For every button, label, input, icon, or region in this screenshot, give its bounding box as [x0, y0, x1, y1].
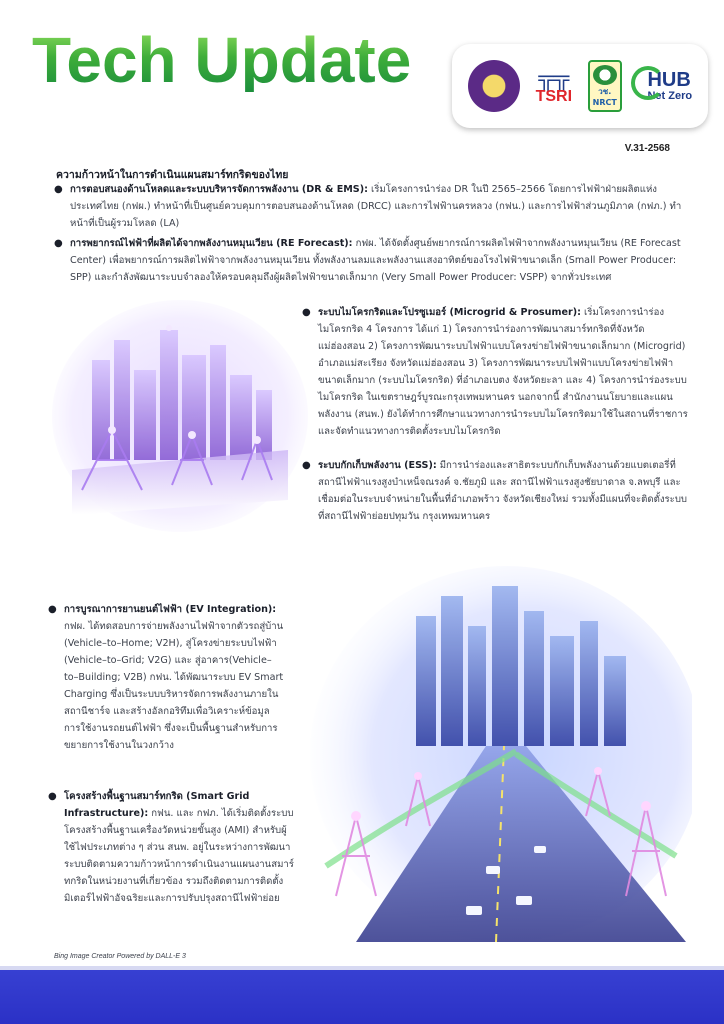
version-label: V.31-2568 — [624, 143, 670, 154]
bullet-ess: ● ระบบกักเก็บพลังงาน (ESS): มีการนำร่องและสาธิตระบบกักเก็บพลังงานด้วยแบตเตอรี่ที่สถานีไฟฟ้าแรงสูงบำเหน็จณรงค์ จ.ชัยภูมิ และ สถานีไฟฟ้าแรงสูงชัยบาดาล จ.ลพบุรี และเชื่อมต่อในระบบจำหน่ายในพื้นที่อำเภอพร้าว จังหวัดเชียงใหม่ รวมทั้งมีแผนที่จะติดตั้งระบบที่สถานีไฟฟ้าย่อยปทุมวัน กรุงเทพมหานคร — [318, 457, 690, 525]
bullet-smart-grid-infrastructure: ● โครงสร้างพื้นฐานสมาร์ทกริด (Smart Grid Infrastructure): กฟน. และ กฟภ. ได้เริ่มติดตั้งระบบโครงสร้างพื้นฐานเครื่องวัดหน่วยขั้นสูง (AMI) สำหรับผู้ใช้ไฟประเภทต่าง ๆ ส่วน สนพ. อยู่ในระหว่างการพัฒนาระบบติดตามความก้าวหน้าการดำเนินงานแผนงานสมาร์ทกริดในหน่วยงานที่เกี่ยวข้อง รวมถึงติดตามการติดตั้งมิเตอร์ไฟฟ้าอัจฉริยะและการปรับปรุงสถานีไฟฟ้าย่อย — [64, 788, 296, 907]
tsri-emblem-icon: ╦╦ — [538, 65, 570, 90]
bullet-icon: ● — [302, 460, 311, 471]
partner-logos — [452, 44, 708, 128]
bullet-icon: ● — [54, 184, 63, 195]
bullet-ev-integration: ● การบูรณาการยานยนต์ไฟฟ้า (EV Integration): กฟผ. ได้ทดสอบการจ่ายพลังงานไฟฟ้าจากตัวรถสู่บ้าน (Vehicle–to–Home; V2H), สู่โครงข่ายระบบไฟฟ้า (Vehicle–to–Grid; V2G) และ สู่อาคาร(Vehicle–to–Building; V2B) กฟน. ได้พัฒนาระบบ EV Smart Charging ซึ่งเป็นระบบบริหารจัดการพลังงานภายในสถานีชาร์จ และสร้างอัลกอริทึมเพื่อวิเคราะห์ข้อมูลการใช้งานรถยนต์ไฟฟ้า ซึ่งจะเป็นพื้นฐานสำหรับการขยายการใช้งานในวงกว้าง — [64, 601, 284, 754]
tsri-logo: ╦╦ TSRI — [535, 65, 573, 105]
bullet-re-forecast: ● การพยากรณ์ไฟฟ้าที่ผลิตได้จากพลังงานหมุนเวียน (RE Forecast): กฟผ. ได้จัดตั้งศูนย์พยากรณ์การผลิตไฟฟ้าจากพลังงานหมุนเวียน (RE Forecast Center) เพื่อพยากรณ์การผลิตไฟฟ้าจากพลังงานหมุนเวียน ทั้งพลังงานลมและพลังงานแสงอาทิตย์ของโรงไฟฟ้าขนาดเล็ก (Small Power Producer: SPP) และกำลังพัฒนาระบบจำลองให้ครอบคลุมถึงผู้ผลิตไฟฟ้าขนาดเล็กมาก (Very Small Power Producer: VSPP) จากทั่วประเทศ — [70, 235, 682, 286]
ev-highway-illustration — [296, 566, 692, 942]
hub-net-zero-logo: HUB Net Zero — [637, 70, 692, 102]
bullet-dr-ems: ● การตอบสนองด้านโหลดและระบบบริหารจัดการพลังงาน (DR & EMS): เริ่มโครงการนำร่อง DR ในปี 2565–2566 โดยการไฟฟ้าฝ่ายผลิตแห่งประเทศไทย (กฟผ.) ทำหน้าที่เป็นศูนย์ควบคุมการตอบสนองด้านโหลด (DRCC) และการไฟฟ้านครหลวง (กฟน.) และการไฟฟ้าส่วนภูมิภาค (กฟภ.) ทำหน้าที่เป็นผู้รวมโหลด (LA) — [70, 181, 682, 232]
seal-logo — [468, 60, 520, 112]
bullet-microgrid: ● ระบบไมโครกริดและโปรซูเมอร์ (Microgrid & Prosumer): เริ่มโครงการนำร่องไมโครกริด 4 โครงการ ได้แก่ 1) โครงการนำร่องการพัฒนาสมาร์ทกริดที่จังหวัดแม่ฮ่องสอน 2) โครงการพัฒนาระบบไฟฟ้าแบบโครงข่ายไฟฟ้าขนาดเล็กมาก (Microgrid) อำเภอแม่สะเรียง จังหวัดแม่ฮ่องสอน 3) โครงการพัฒนาระบบไฟฟ้าแบบโครงข่ายไฟฟ้าขนาดเล็กมาก (ระบบไมโครกริด) ที่อำเภอเบตง จังหวัดยะลา และ 4) โครงการนำร่องระบบไมโครกริด ในเขตราษฎร์บูรณะกรุงเทพมหานคร นอกจากนี้ สำนักงานนโยบายและแผนพลังงาน (สนพ.) ยังได้ทำการศึกษาแนวทางการนำระบบไมโครกริดมาใช้ในสถานที่ราชการและจัดทำแนวทางการติดตั้งระบบไมโครกริด — [318, 304, 690, 440]
nrct-logo: วช. NRCT — [588, 60, 622, 112]
bullet-icon: ● — [54, 238, 63, 249]
image-credit-caption: Bing Image Creator Powered by DALL-E 3 — [54, 953, 186, 960]
nrct-emblem-icon — [593, 65, 617, 85]
bullet-icon: ● — [48, 791, 57, 802]
section-heading: ความก้าวหน้าในการดำเนินแผนสมาร์ทกริดของไทย — [56, 169, 289, 181]
smart-city-illustration — [52, 300, 308, 532]
bullet-icon: ● — [302, 307, 311, 318]
bullet-icon: ● — [48, 604, 57, 615]
page-title: Tech Update — [32, 24, 412, 96]
footer-band — [0, 970, 724, 1024]
